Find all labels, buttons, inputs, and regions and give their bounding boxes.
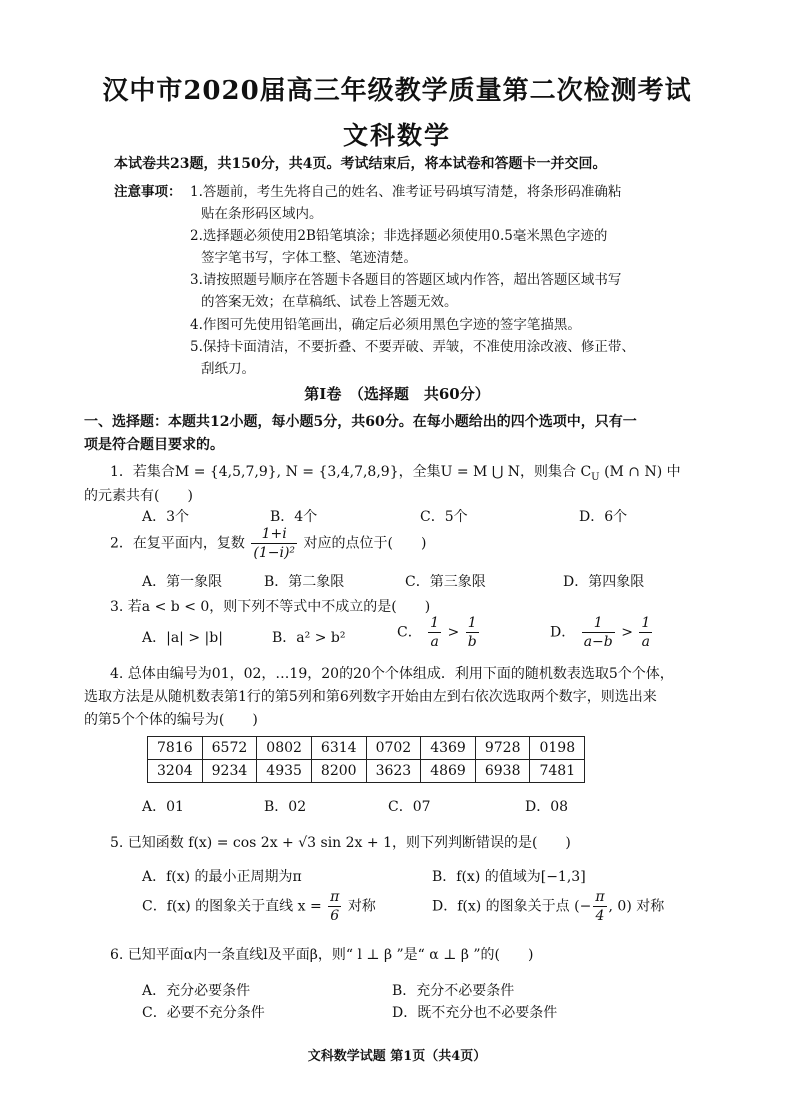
greater-than: > (621, 624, 633, 641)
question-1 (110, 461, 681, 483)
table-cell: 4369 (421, 737, 476, 760)
note-line: 贴在条形码区域内。 (201, 206, 323, 222)
question-4-continued: 选取方法是从随机数表第1行的第5列和第6列数字开始由左到右依次选取两个数字，则选出来 (84, 689, 657, 705)
option: B．02 (264, 799, 307, 815)
question-3-text: 3. 若a < b < 0，则下列不等式中不成立的是( ) (110, 599, 431, 615)
notes-label: 注意事项： (114, 184, 182, 200)
option: D．08 (525, 799, 569, 815)
table-cell: 4869 (421, 760, 476, 783)
question-2 (110, 525, 426, 562)
fraction-numerator: 1 (466, 614, 479, 633)
option-text: D．f(x) 的图象关于点 (− (432, 898, 592, 915)
page-footer: 文科数学试题 第1页（共4页） (307, 1049, 487, 1064)
fraction (328, 888, 341, 925)
fraction-denominator: 6 (330, 908, 340, 924)
table-cell: 7481 (530, 760, 585, 783)
fraction-denominator: (1−i)² (253, 545, 296, 561)
table-cell: 4935 (257, 760, 312, 783)
fraction-numerator: 1+i (251, 525, 297, 544)
option-d (550, 614, 654, 651)
question-1-continued: 的元素共有( ) (84, 488, 193, 504)
table-cell: 6572 (202, 737, 257, 760)
random-number-table (147, 736, 585, 783)
question-6-text: 6. 已知平面α内一条直线l及平面β，则“ l ⊥ β ”是“ α ⊥ β ”的( ) (110, 947, 534, 963)
option: D．6个 (579, 509, 628, 525)
note-line: 的答案无效；在草稿纸、试卷上答题无效。 (201, 294, 458, 310)
option: A．|a| > |b| (142, 630, 223, 646)
option-text: , 0) 对称 (608, 898, 665, 915)
question-1-text: 1．若集合M = {4,5,7,9}, N = {3,4,7,8,9}，全集U = M ⋃ N，则集合 C (110, 464, 592, 480)
fraction (639, 614, 652, 651)
note-line: 2.选择题必须使用2B铅笔填涂；非选择题必须使用0.5毫米黑色字迹的 (190, 228, 608, 244)
section-title: 第Ⅰ卷 （选择题 共60分） (304, 385, 490, 403)
section-instruction: 一、选择题：本题共12小题，每小题5分，共60分。在每小题给出的四个选项中，只有一 (84, 414, 637, 430)
complement-subscript: U (591, 471, 600, 483)
note-line: 刮纸刀。 (201, 361, 255, 377)
table-cell: 0702 (366, 737, 421, 760)
exam-intro: 本试卷共23题，共150分，共4页。考试结束后，将本试卷和答题卡一并交回。 (114, 156, 607, 172)
greater-than: > (447, 624, 460, 641)
fraction-numerator: 1 (641, 615, 651, 631)
fraction (466, 614, 479, 651)
option: A．f(x) 的最小正周期为π (142, 869, 302, 885)
fraction-denominator: 4 (595, 908, 605, 924)
fraction-numerator: π (595, 889, 605, 905)
option: B．充分不必要条件 (392, 983, 515, 999)
table-cell: 7816 (148, 737, 203, 760)
table-cell: 9728 (475, 737, 530, 760)
exam-subtitle: 文科数学 (342, 121, 451, 150)
option-c (397, 614, 481, 651)
option-c (142, 888, 376, 925)
option-text: C．f(x) 的图象关于直线 x = (142, 898, 322, 915)
option: C．5个 (420, 509, 468, 525)
option-label: D． (550, 624, 576, 641)
option-label: C． (397, 624, 422, 641)
table-cell: 6314 (311, 737, 366, 760)
option: A．01 (142, 799, 184, 815)
fraction-denominator: b (467, 634, 477, 650)
fraction (428, 614, 441, 651)
option: D．第四象限 (563, 574, 645, 590)
section-instruction: 项是符合题目要求的。 (84, 437, 224, 453)
table-cell: 9234 (202, 760, 257, 783)
complex-fraction (251, 525, 297, 562)
question-4-text: 4. 总体由编号为01，02，…19，20的20个个体组成．利用下面的随机数表选取5个个体， (110, 666, 674, 682)
option: D．既不充分也不必要条件 (392, 1005, 558, 1021)
option: B．f(x) 的值域为[−1,3] (432, 869, 586, 885)
question-2-suffix: 对应的点位于( ) (303, 535, 427, 552)
note-line: 签字笔书写，字体工整、笔迹清楚。 (201, 250, 417, 266)
option: A．充分必要条件 (142, 983, 251, 999)
fraction-numerator: 1 (582, 614, 615, 633)
table-cell: 3623 (366, 760, 421, 783)
note-line: 3.请按照题号顺序在答题卡各题目的答题区域内作答，超出答题区域书写 (190, 272, 622, 288)
option: B．a² > b² (272, 630, 346, 646)
option-d (432, 888, 664, 925)
note-line: 1.答题前，考生先将自己的姓名、准考证号码填写清楚，将条形码准确粘 (190, 184, 622, 200)
fraction-numerator: π (330, 889, 340, 905)
question-4-continued: 的第5个个体的编号为( ) (84, 712, 258, 728)
note-line: 4.作图可先使用铅笔画出，确定后必须用黑色字迹的签字笔描黑。 (190, 317, 581, 333)
question-1-tail: (M ∩ N) 中 (604, 464, 681, 480)
option: C．07 (388, 799, 431, 815)
question-2-prefix: 2．在复平面内，复数 (110, 535, 245, 552)
question-5-text: 5. 已知函数 f(x) = cos 2x + √3 sin 2x + 1，则下列判断错误的是( ) (110, 835, 571, 851)
fraction-numerator: 1 (430, 615, 440, 631)
table-cell: 0198 (530, 737, 585, 760)
fraction-denominator: a (641, 634, 651, 650)
fraction (593, 888, 606, 925)
table-row (148, 737, 585, 760)
option: A．第一象限 (142, 574, 223, 590)
table-cell: 8200 (311, 760, 366, 783)
option: B．4个 (270, 509, 318, 525)
table-row (148, 760, 585, 783)
fraction-denominator: a (430, 634, 439, 650)
option: C．第三象限 (405, 574, 486, 590)
option: A．3个 (142, 509, 190, 525)
fraction (582, 614, 615, 651)
option: C．必要不充分条件 (142, 1005, 265, 1021)
table-cell: 3204 (148, 760, 203, 783)
fraction-denominator: a−b (583, 634, 613, 650)
option-text: 对称 (347, 898, 376, 915)
exam-title: 汉中市2020届高三年级教学质量第二次检测考试 (102, 76, 692, 106)
option: B．第二象限 (264, 574, 345, 590)
note-line: 5.保持卡面清洁，不要折叠、不要弄破、弄皱，不准使用涂改液、修正带、 (190, 339, 635, 355)
table-cell: 0802 (257, 737, 312, 760)
table-cell: 6938 (475, 760, 530, 783)
